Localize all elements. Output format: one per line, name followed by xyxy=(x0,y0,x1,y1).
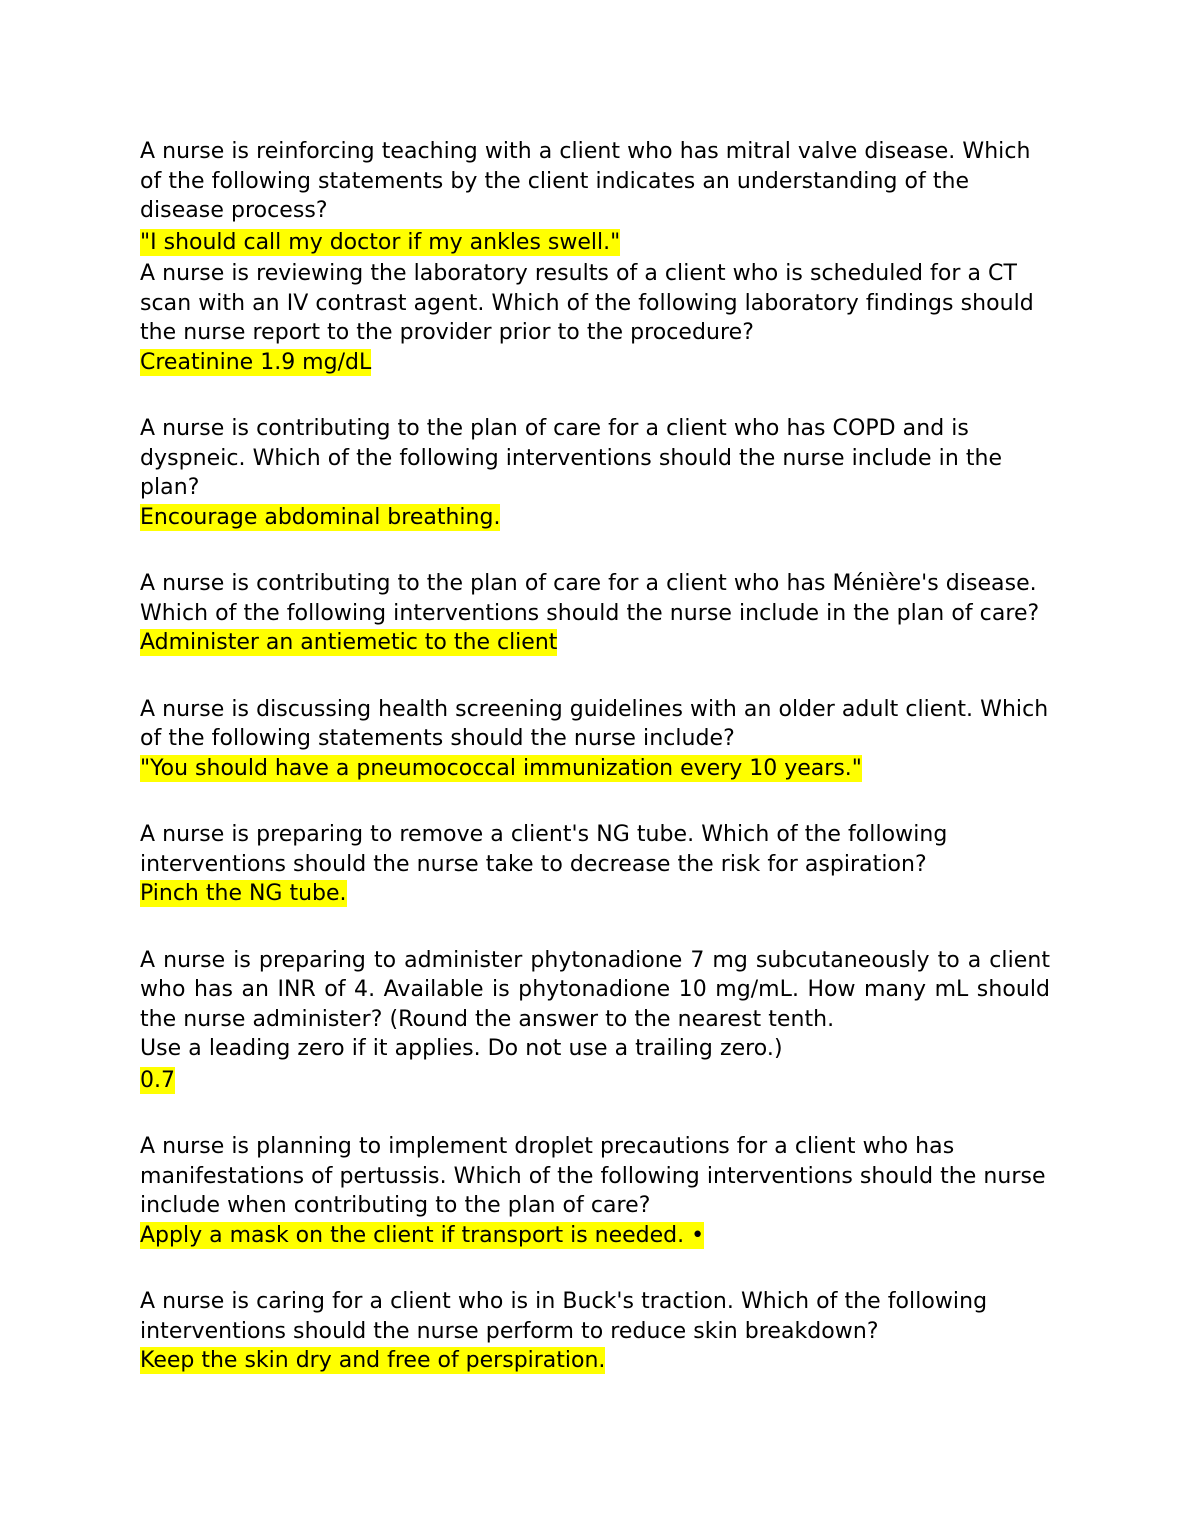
question-text: A nurse is discussing health screening guidelines with an older adult client. Which of the following statements should the nurse include? xyxy=(140,696,1049,751)
qa-item-menieres xyxy=(140,569,1050,658)
qa-item-health-screening xyxy=(140,695,1050,784)
highlighted-answer: 0.7 xyxy=(140,1067,175,1093)
question-text: A nurse is reinforcing teaching with a client who has mitral valve disease. Which of the following statements by the client indicates an understanding of the disease process? xyxy=(140,139,1031,223)
question-text: A nurse is reviewing the laboratory results of a client who is scheduled for a CT scan with an IV contrast agent. Which of the following laboratory findings should the nurse report to the provider prior to the procedure? xyxy=(140,261,1034,345)
question-text: A nurse is preparing to remove a client's NG tube. Which of the following interventions should the nurse take to decrease the risk for aspiration? xyxy=(140,822,948,877)
question-text: A nurse is contributing to the plan of care for a client who has COPD and is dyspneic. Which of the following interventions should the nurse include in the plan? xyxy=(140,416,1003,500)
question-text: A nurse is contributing to the plan of care for a client who has Ménière's disease. Which of the following interventions should the nurse include in the plan of care? xyxy=(140,571,1040,626)
question-text: A nurse is caring for a client who is in Buck's traction. Which of the following interventions should the nurse perform to reduce skin breakdown? xyxy=(140,1289,988,1344)
qa-item-ct-contrast xyxy=(140,259,1050,377)
highlighted-answer: Administer an antiemetic to the client xyxy=(140,630,558,655)
question-text: A nurse is preparing to administer phytonadione 7 mg subcutaneously to a client who has an INR of 4. Available is phytonadione 10 mg/mL. How many mL should the nurse administer? (Round the answer to the nearest tenth. xyxy=(140,947,1050,1032)
qa-item-mitral-valve xyxy=(140,137,1050,257)
qa-item-bucks-traction xyxy=(140,1287,1050,1376)
question-text: A nurse is planning to implement droplet precautions for a client who has manifestations of pertussis. Which of the following interventions should the nurse include when contributing to the plan of care? xyxy=(140,1134,1046,1218)
qa-item-copd xyxy=(140,414,1050,532)
qa-item-pertussis xyxy=(140,1132,1050,1250)
highlighted-answer: "You should have a pneumococcal immunization every 10 years." xyxy=(140,755,862,781)
qa-item-ng-tube xyxy=(140,820,1050,909)
highlighted-answer: Pinch the NG tube. xyxy=(140,881,347,906)
highlighted-answer: Creatinine 1.9 mg/dL xyxy=(140,349,372,375)
question-note: Use a leading zero if it applies. Do not use a trailing zero.) xyxy=(140,1036,783,1061)
highlighted-answer: "I should call my doctor if my ankles swell." xyxy=(140,229,621,255)
qa-item-phytonadione xyxy=(140,946,1050,1096)
highlighted-answer: Keep the skin dry and free of perspiration. xyxy=(140,1348,606,1373)
highlighted-answer: Apply a mask on the client if transport is needed. • xyxy=(140,1222,705,1248)
highlighted-answer: Encourage abdominal breathing. xyxy=(140,504,501,530)
